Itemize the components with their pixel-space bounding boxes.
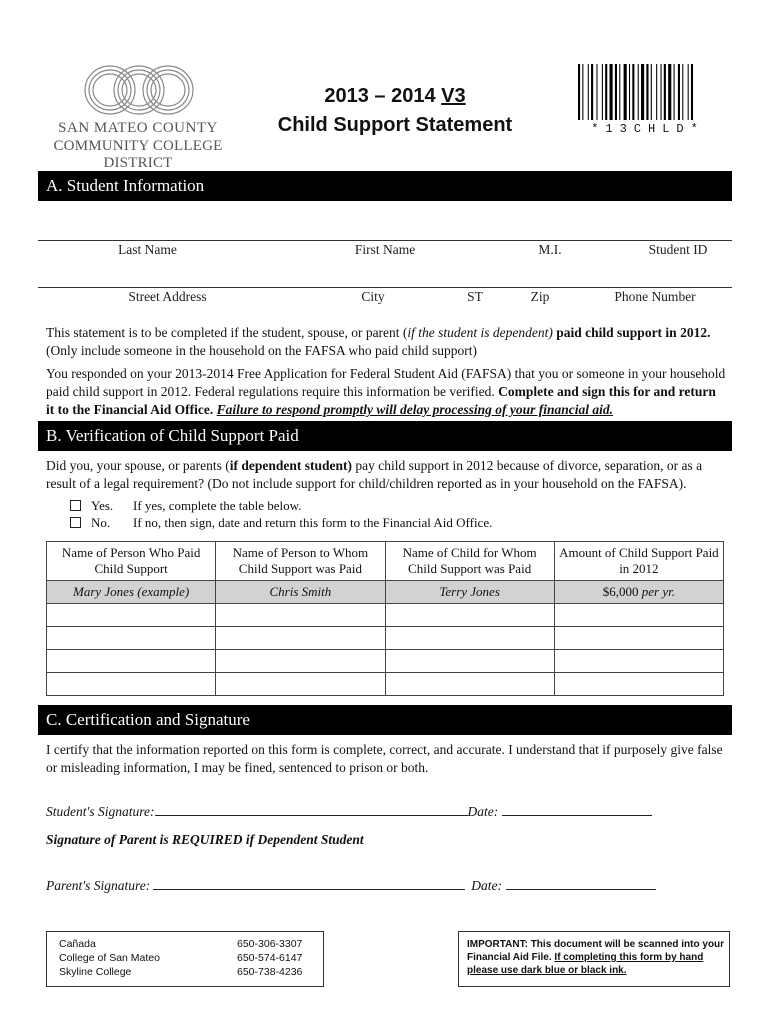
child-cell[interactable] (385, 604, 554, 627)
important-part-1: IMPORTANT: This document will be scanned into your Financial Aid File. (467, 939, 725, 963)
col-child: Name of Child for Whom Child Support was Paid (385, 542, 554, 581)
first-name-label: First Name (354, 242, 416, 257)
parent-signature-field[interactable] (153, 877, 465, 890)
col-payer: Name of Person Who Paid Child Support (47, 542, 216, 581)
student-date-field[interactable] (502, 803, 652, 816)
parent-signature-row (46, 877, 656, 894)
college-name: Cañada (59, 938, 96, 950)
parent-date-field[interactable] (506, 877, 656, 890)
table-row[interactable] (47, 673, 724, 696)
no-text: If no, then sign, date and return this form to the Financial Aid Office. (133, 515, 493, 530)
fafsa-instructions (46, 365, 726, 419)
zip-label: Zip (530, 289, 550, 304)
no-checkbox[interactable] (70, 517, 81, 528)
fafsa-part-2: Complete and sign this for and return it to the Financial Aid Office. (46, 384, 716, 417)
question-part-3: pay child support in 2012 because of divorce, separation, or as a result of a legal requirement? (Do not include support for child/children reported as in your household on the FAFSA). (46, 458, 703, 491)
college-name: Skyline College (59, 966, 132, 978)
college-phone: 650-738-4236 (237, 966, 303, 978)
city-label: City (361, 289, 385, 304)
college-contacts (46, 931, 324, 987)
statement-part-3: paid child support in 2012. (552, 325, 711, 340)
yes-option[interactable] (70, 498, 301, 514)
no-label: No. (91, 515, 111, 530)
example-child: Terry Jones (385, 581, 554, 604)
child-cell[interactable] (385, 673, 554, 696)
certification-statement: I certify that the information reported on this form is complete, correct, and accurate. I understand that if purposely give false or misleading information, I may be fined, sentenced to prison or both. (46, 742, 723, 775)
example-row (47, 581, 724, 604)
fafsa-part-1: You responded on your 2013-2014 Free Application for Federal Student Aid (FAFSA) that you or someone in your household paid child support in 2012. Federal regulations require this information be verified. (46, 366, 726, 399)
question-part-2: if dependent student) (229, 458, 352, 473)
yes-label: Yes. (91, 498, 114, 513)
verification-question (46, 457, 726, 493)
payee-cell[interactable] (216, 673, 385, 696)
student-signature-row (46, 803, 652, 820)
college-phone: 650-306-3307 (237, 938, 303, 950)
important-notice (458, 931, 730, 987)
payer-cell[interactable] (47, 627, 216, 650)
student-date-label: Date: (467, 804, 499, 819)
payer-cell[interactable] (47, 673, 216, 696)
student-address-line[interactable] (38, 287, 732, 288)
barcode-text: *13CHLD* (591, 122, 705, 136)
payer-cell[interactable] (47, 604, 216, 627)
student-id-label: Student ID (648, 242, 708, 257)
college-name: College of San Mateo (59, 952, 160, 964)
table-row[interactable] (47, 627, 724, 650)
form-version: V3 (441, 85, 466, 107)
statement-part-2: if the student is dependent) (407, 325, 553, 340)
table-row[interactable] (47, 604, 724, 627)
street-address-label: Street Address (128, 289, 207, 304)
phone-number-label: Phone Number (614, 289, 696, 304)
logo-line-1: SAN MATEO COUNTY (58, 120, 218, 136)
amount-cell[interactable] (554, 673, 723, 696)
district-logo (50, 62, 226, 171)
col-amount: Amount of Child Support Paid in 2012 (554, 542, 723, 581)
statement-instructions (46, 324, 726, 360)
question-part-1: Did you, your spouse, or parents ( (46, 458, 230, 473)
important-part-2: If completing this form by hand please use dark blue or black ink. (467, 952, 704, 976)
form-title: Child Support Statement (277, 114, 513, 136)
state-label: ST (467, 289, 483, 304)
amount-cell[interactable] (554, 604, 723, 627)
barcode-icon (578, 64, 714, 120)
college-phone: 650-574-6147 (237, 952, 303, 964)
col-payee: Name of Person to Whom Child Support was Paid (216, 542, 385, 581)
rings-logo-icon (80, 62, 198, 118)
student-name-line[interactable] (38, 240, 732, 241)
section-b-header: B. Verification of Child Support Paid (38, 421, 732, 451)
fafsa-warning: Failure to respond promptly will delay processing of your financial aid. (216, 402, 614, 417)
parent-required-note: Signature of Parent is REQUIRED if Dependent Student (46, 832, 364, 847)
amount-cell[interactable] (554, 650, 723, 673)
amount-cell[interactable] (554, 627, 723, 650)
student-signature-field[interactable] (155, 803, 468, 816)
section-c-header: C. Certification and Signature (38, 705, 732, 735)
student-signature-label: Student's Signature: (46, 804, 155, 819)
example-amount-value: $6,000 (602, 584, 639, 599)
form-year-version (245, 85, 545, 108)
important-text (467, 938, 725, 977)
table-row[interactable] (47, 650, 724, 673)
payer-cell[interactable] (47, 650, 216, 673)
yes-text: If yes, complete the table below. (133, 498, 302, 513)
middle-initial-label: M.I. (538, 242, 562, 257)
child-support-table (46, 541, 724, 696)
parent-signature-label: Parent's Signature: (46, 878, 151, 893)
table-header-row (47, 542, 724, 581)
example-payee: Chris Smith (216, 581, 385, 604)
example-payer: Mary Jones (example) (47, 581, 216, 604)
example-amount (554, 581, 723, 604)
logo-line-2: COMMUNITY COLLEGE DISTRICT (53, 138, 223, 171)
section-a-header: A. Student Information (38, 171, 732, 201)
statement-part-1: This statement is to be completed if the student, spouse, or parent ( (46, 325, 408, 340)
statement-part-4: (Only include someone in the household on the FAFSA who paid child support) (46, 343, 477, 358)
no-option[interactable] (70, 515, 492, 531)
parent-date-label: Date: (471, 878, 502, 893)
yes-checkbox[interactable] (70, 500, 81, 511)
example-amount-unit: per yr. (641, 584, 675, 599)
last-name-label: Last Name (118, 242, 177, 257)
payee-cell[interactable] (216, 604, 385, 627)
payee-cell[interactable] (216, 650, 385, 673)
child-cell[interactable] (385, 627, 554, 650)
child-cell[interactable] (385, 650, 554, 673)
form-years: 2013 – 2014 (324, 85, 442, 107)
payee-cell[interactable] (216, 627, 385, 650)
